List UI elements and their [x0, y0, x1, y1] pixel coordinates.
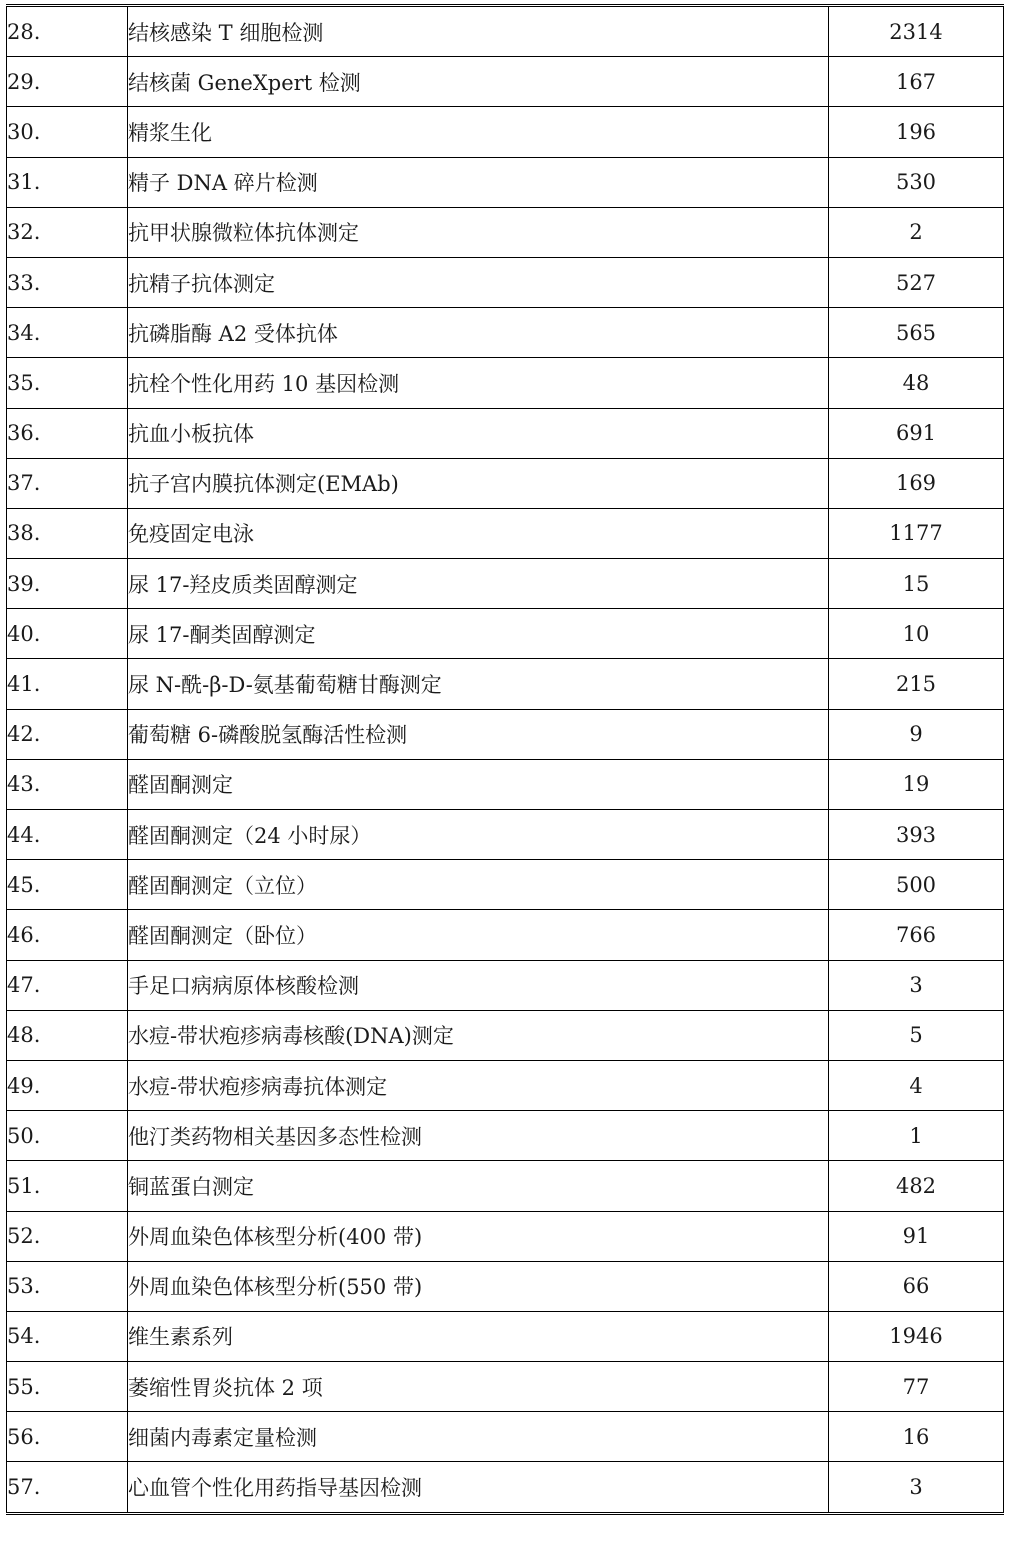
test-count: 500 [829, 860, 1004, 910]
table-row [7, 1362, 1004, 1412]
test-count: 1 [829, 1111, 1004, 1161]
table-row [7, 1462, 1004, 1513]
table-row [7, 659, 1004, 709]
table-row [7, 1211, 1004, 1261]
test-name: 结核感染 T 细胞检测 [128, 6, 829, 57]
test-count: 16 [829, 1412, 1004, 1462]
test-name: 精子 DNA 碎片检测 [128, 157, 829, 207]
row-number: 38. [7, 508, 128, 558]
row-number: 36. [7, 408, 128, 458]
row-number: 42. [7, 709, 128, 759]
row-number: 45. [7, 860, 128, 910]
test-count: 77 [829, 1362, 1004, 1412]
row-number: 52. [7, 1211, 128, 1261]
test-count: 196 [829, 107, 1004, 157]
test-count: 1177 [829, 508, 1004, 558]
test-name: 铜蓝蛋白测定 [128, 1161, 829, 1211]
table-row [7, 458, 1004, 508]
row-number: 32. [7, 207, 128, 257]
test-name: 手足口病病原体核酸检测 [128, 960, 829, 1010]
test-count: 3 [829, 1462, 1004, 1513]
table-row [7, 1261, 1004, 1311]
test-count: 4 [829, 1060, 1004, 1110]
test-count: 766 [829, 910, 1004, 960]
test-name: 外周血染色体核型分析(400 带) [128, 1211, 829, 1261]
test-name: 结核菌 GeneXpert 检测 [128, 57, 829, 107]
test-name: 醛固酮测定（卧位） [128, 910, 829, 960]
table-row [7, 960, 1004, 1010]
row-number: 50. [7, 1111, 128, 1161]
test-count: 48 [829, 358, 1004, 408]
test-name: 抗栓个性化用药 10 基因检测 [128, 358, 829, 408]
table-row [7, 1412, 1004, 1462]
row-number: 48. [7, 1010, 128, 1060]
table-row [7, 810, 1004, 860]
test-name: 维生素系列 [128, 1311, 829, 1361]
row-number: 35. [7, 358, 128, 408]
test-count: 530 [829, 157, 1004, 207]
test-count: 2314 [829, 6, 1004, 57]
table-row [7, 1161, 1004, 1211]
test-name: 醛固酮测定 [128, 759, 829, 809]
test-name: 醛固酮测定（立位） [128, 860, 829, 910]
row-number: 51. [7, 1161, 128, 1211]
test-count: 565 [829, 308, 1004, 358]
test-count-table [6, 4, 1004, 1515]
test-name: 水痘-带状疱疹病毒抗体测定 [128, 1060, 829, 1110]
test-name: 外周血染色体核型分析(550 带) [128, 1261, 829, 1311]
test-count-table-container [6, 4, 1003, 1515]
test-count: 527 [829, 257, 1004, 307]
table-row [7, 358, 1004, 408]
table-row [7, 910, 1004, 960]
row-number: 54. [7, 1311, 128, 1361]
table-row [7, 107, 1004, 157]
row-number: 46. [7, 910, 128, 960]
table-row [7, 709, 1004, 759]
test-name: 精浆生化 [128, 107, 829, 157]
test-name: 抗子宫内膜抗体测定(EMAb) [128, 458, 829, 508]
table-row [7, 157, 1004, 207]
test-count: 167 [829, 57, 1004, 107]
row-number: 33. [7, 257, 128, 307]
row-number: 31. [7, 157, 128, 207]
test-count: 2 [829, 207, 1004, 257]
test-name: 尿 N-酰-β-D-氨基葡萄糖甘酶测定 [128, 659, 829, 709]
table-row [7, 1311, 1004, 1361]
test-name: 抗血小板抗体 [128, 408, 829, 458]
test-count: 169 [829, 458, 1004, 508]
table-row [7, 1060, 1004, 1110]
row-number: 41. [7, 659, 128, 709]
row-number: 43. [7, 759, 128, 809]
table-row [7, 508, 1004, 558]
test-name: 细菌内毒素定量检测 [128, 1412, 829, 1462]
test-count: 215 [829, 659, 1004, 709]
row-number: 37. [7, 458, 128, 508]
test-name: 心血管个性化用药指导基因检测 [128, 1462, 829, 1513]
test-count: 10 [829, 609, 1004, 659]
test-name: 萎缩性胃炎抗体 2 项 [128, 1362, 829, 1412]
test-name: 抗甲状腺微粒体抗体测定 [128, 207, 829, 257]
table-row [7, 1010, 1004, 1060]
table-row [7, 860, 1004, 910]
row-number: 28. [7, 6, 128, 57]
test-count: 482 [829, 1161, 1004, 1211]
test-name: 免疫固定电泳 [128, 508, 829, 558]
row-number: 39. [7, 559, 128, 609]
test-count: 691 [829, 408, 1004, 458]
table-row [7, 1111, 1004, 1161]
test-name: 抗精子抗体测定 [128, 257, 829, 307]
table-row [7, 308, 1004, 358]
test-count: 3 [829, 960, 1004, 1010]
table-row [7, 559, 1004, 609]
row-number: 34. [7, 308, 128, 358]
table-row [7, 609, 1004, 659]
test-count: 19 [829, 759, 1004, 809]
row-number: 40. [7, 609, 128, 659]
test-name: 抗磷脂酶 A2 受体抗体 [128, 308, 829, 358]
row-number: 55. [7, 1362, 128, 1412]
row-number: 57. [7, 1462, 128, 1513]
test-count: 393 [829, 810, 1004, 860]
row-number: 30. [7, 107, 128, 157]
test-count: 91 [829, 1211, 1004, 1261]
table-row [7, 759, 1004, 809]
row-number: 29. [7, 57, 128, 107]
test-name: 尿 17-羟皮质类固醇测定 [128, 559, 829, 609]
row-number: 44. [7, 810, 128, 860]
test-name: 水痘-带状疱疹病毒核酸(DNA)测定 [128, 1010, 829, 1060]
table-row [7, 207, 1004, 257]
table-row [7, 57, 1004, 107]
row-number: 56. [7, 1412, 128, 1462]
test-name: 尿 17-酮类固醇测定 [128, 609, 829, 659]
test-name: 葡萄糖 6-磷酸脱氢酶活性检测 [128, 709, 829, 759]
test-count: 1946 [829, 1311, 1004, 1361]
table-row [7, 408, 1004, 458]
table-body [7, 6, 1004, 1514]
table-row [7, 6, 1004, 57]
row-number: 49. [7, 1060, 128, 1110]
row-number: 53. [7, 1261, 128, 1311]
test-count: 5 [829, 1010, 1004, 1060]
table-row [7, 257, 1004, 307]
test-count: 15 [829, 559, 1004, 609]
test-name: 醛固酮测定（24 小时尿） [128, 810, 829, 860]
row-number: 47. [7, 960, 128, 1010]
test-count: 66 [829, 1261, 1004, 1311]
test-count: 9 [829, 709, 1004, 759]
test-name: 他汀类药物相关基因多态性检测 [128, 1111, 829, 1161]
